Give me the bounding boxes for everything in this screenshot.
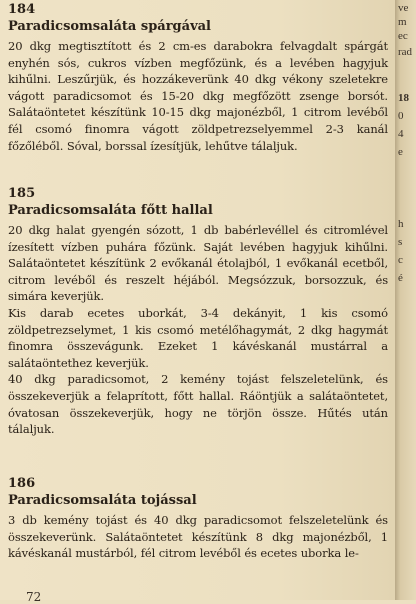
recipe-paragraph: 40 dkg paradicsomot, 2 kemény tojást felszeletelünk, és összekeverjük a felaprított, főtt hallal. Ráöntjük a salátaöntetet, óvatosan összekeverjük, hogy ne törjön össze. Hűtés után tálaljuk. xyxy=(8,372,388,437)
facing-page-fragment: é xyxy=(398,272,403,284)
facing-page-fragment: h xyxy=(398,218,404,230)
recipe-paragraph: 20 dkg halat gyengén sózott, 1 db babérlevéllel és citromlével ízesített vízben puhára főzünk. Saját levében hagyjuk kihűlni. Salátaöntetet készítünk 2 evőkanál étolajból, 1 evőkanál ecetből, citrom levéből és reszelt héjából. Megsózzuk, borsozzuk, és simára keverjük. xyxy=(8,223,388,304)
facing-page-fragment: 18 xyxy=(398,92,409,104)
recipe-paragraph: 20 dkg megtisztított és 2 cm-es darabokra felvagdalt spárgát enyhén sós, cukros vízben megfőzünk, és a levében hagyjuk kihűlni. Leszűrjük, és hozzákeverünk 40 dkg vékony szeletekre vágott paradicsomot és 15-20 dkg megfőzött zsenge borsót. Salátaöntetet készítünk 10-15 dkg majonézből, 1 citrom levéből fél csomó finomra vágott zöldpetrezselyemmel 2-3 kanál főzőléből. Sóval, borssal ízesítjük, lehűtve tálaljuk. xyxy=(8,39,388,153)
recipe-number: 184 xyxy=(8,2,36,17)
facing-page-fragment: s xyxy=(398,236,403,248)
page-number: 72 xyxy=(26,590,42,604)
recipe-body xyxy=(8,512,388,562)
recipe-186 xyxy=(8,476,388,562)
recipe-body xyxy=(8,222,388,438)
facing-page-fragment: m xyxy=(398,16,407,28)
recipe-185 xyxy=(8,186,388,438)
facing-page-fragment: ve xyxy=(398,2,409,14)
facing-page-fragment: c xyxy=(398,254,403,266)
facing-page-fragment: e xyxy=(398,146,403,158)
recipe-title: Paradicsomsaláta főtt hallal xyxy=(8,203,213,218)
recipe-body xyxy=(8,38,388,154)
recipe-number: 185 xyxy=(8,186,36,201)
recipe-title: Paradicsomsaláta spárgával xyxy=(8,19,211,34)
facing-page-edge xyxy=(395,0,416,600)
facing-page-fragment: rad xyxy=(398,46,413,58)
facing-page-fragment: 0 xyxy=(398,110,404,122)
recipe-title: Paradicsomsaláta tojással xyxy=(8,493,197,508)
recipe-paragraph: 3 db kemény tojást és 40 dkg paradicsomot felszeletelünk és összekeverünk. Salátaöntetet készítünk 8 dkg majonézből, 1 kávéskanál mustárból, fél citrom levéből és ecetes uborka le- xyxy=(8,513,388,561)
recipe-paragraph: Kis darab ecetes uborkát, 3-4 dekányit, 1 kis csomó zöldpetrezselymet, 1 kis csomó metélőhagymát, 2 dkg hagymát finomra összevágunk. Ezeket 1 kávéskanál mustárral a salátaöntethez keverjük. xyxy=(8,305,388,370)
facing-page-fragment: 4 xyxy=(398,128,404,140)
recipe-number: 186 xyxy=(8,476,36,491)
recipe-184 xyxy=(8,2,388,154)
facing-page-fragment: ec xyxy=(398,30,408,42)
